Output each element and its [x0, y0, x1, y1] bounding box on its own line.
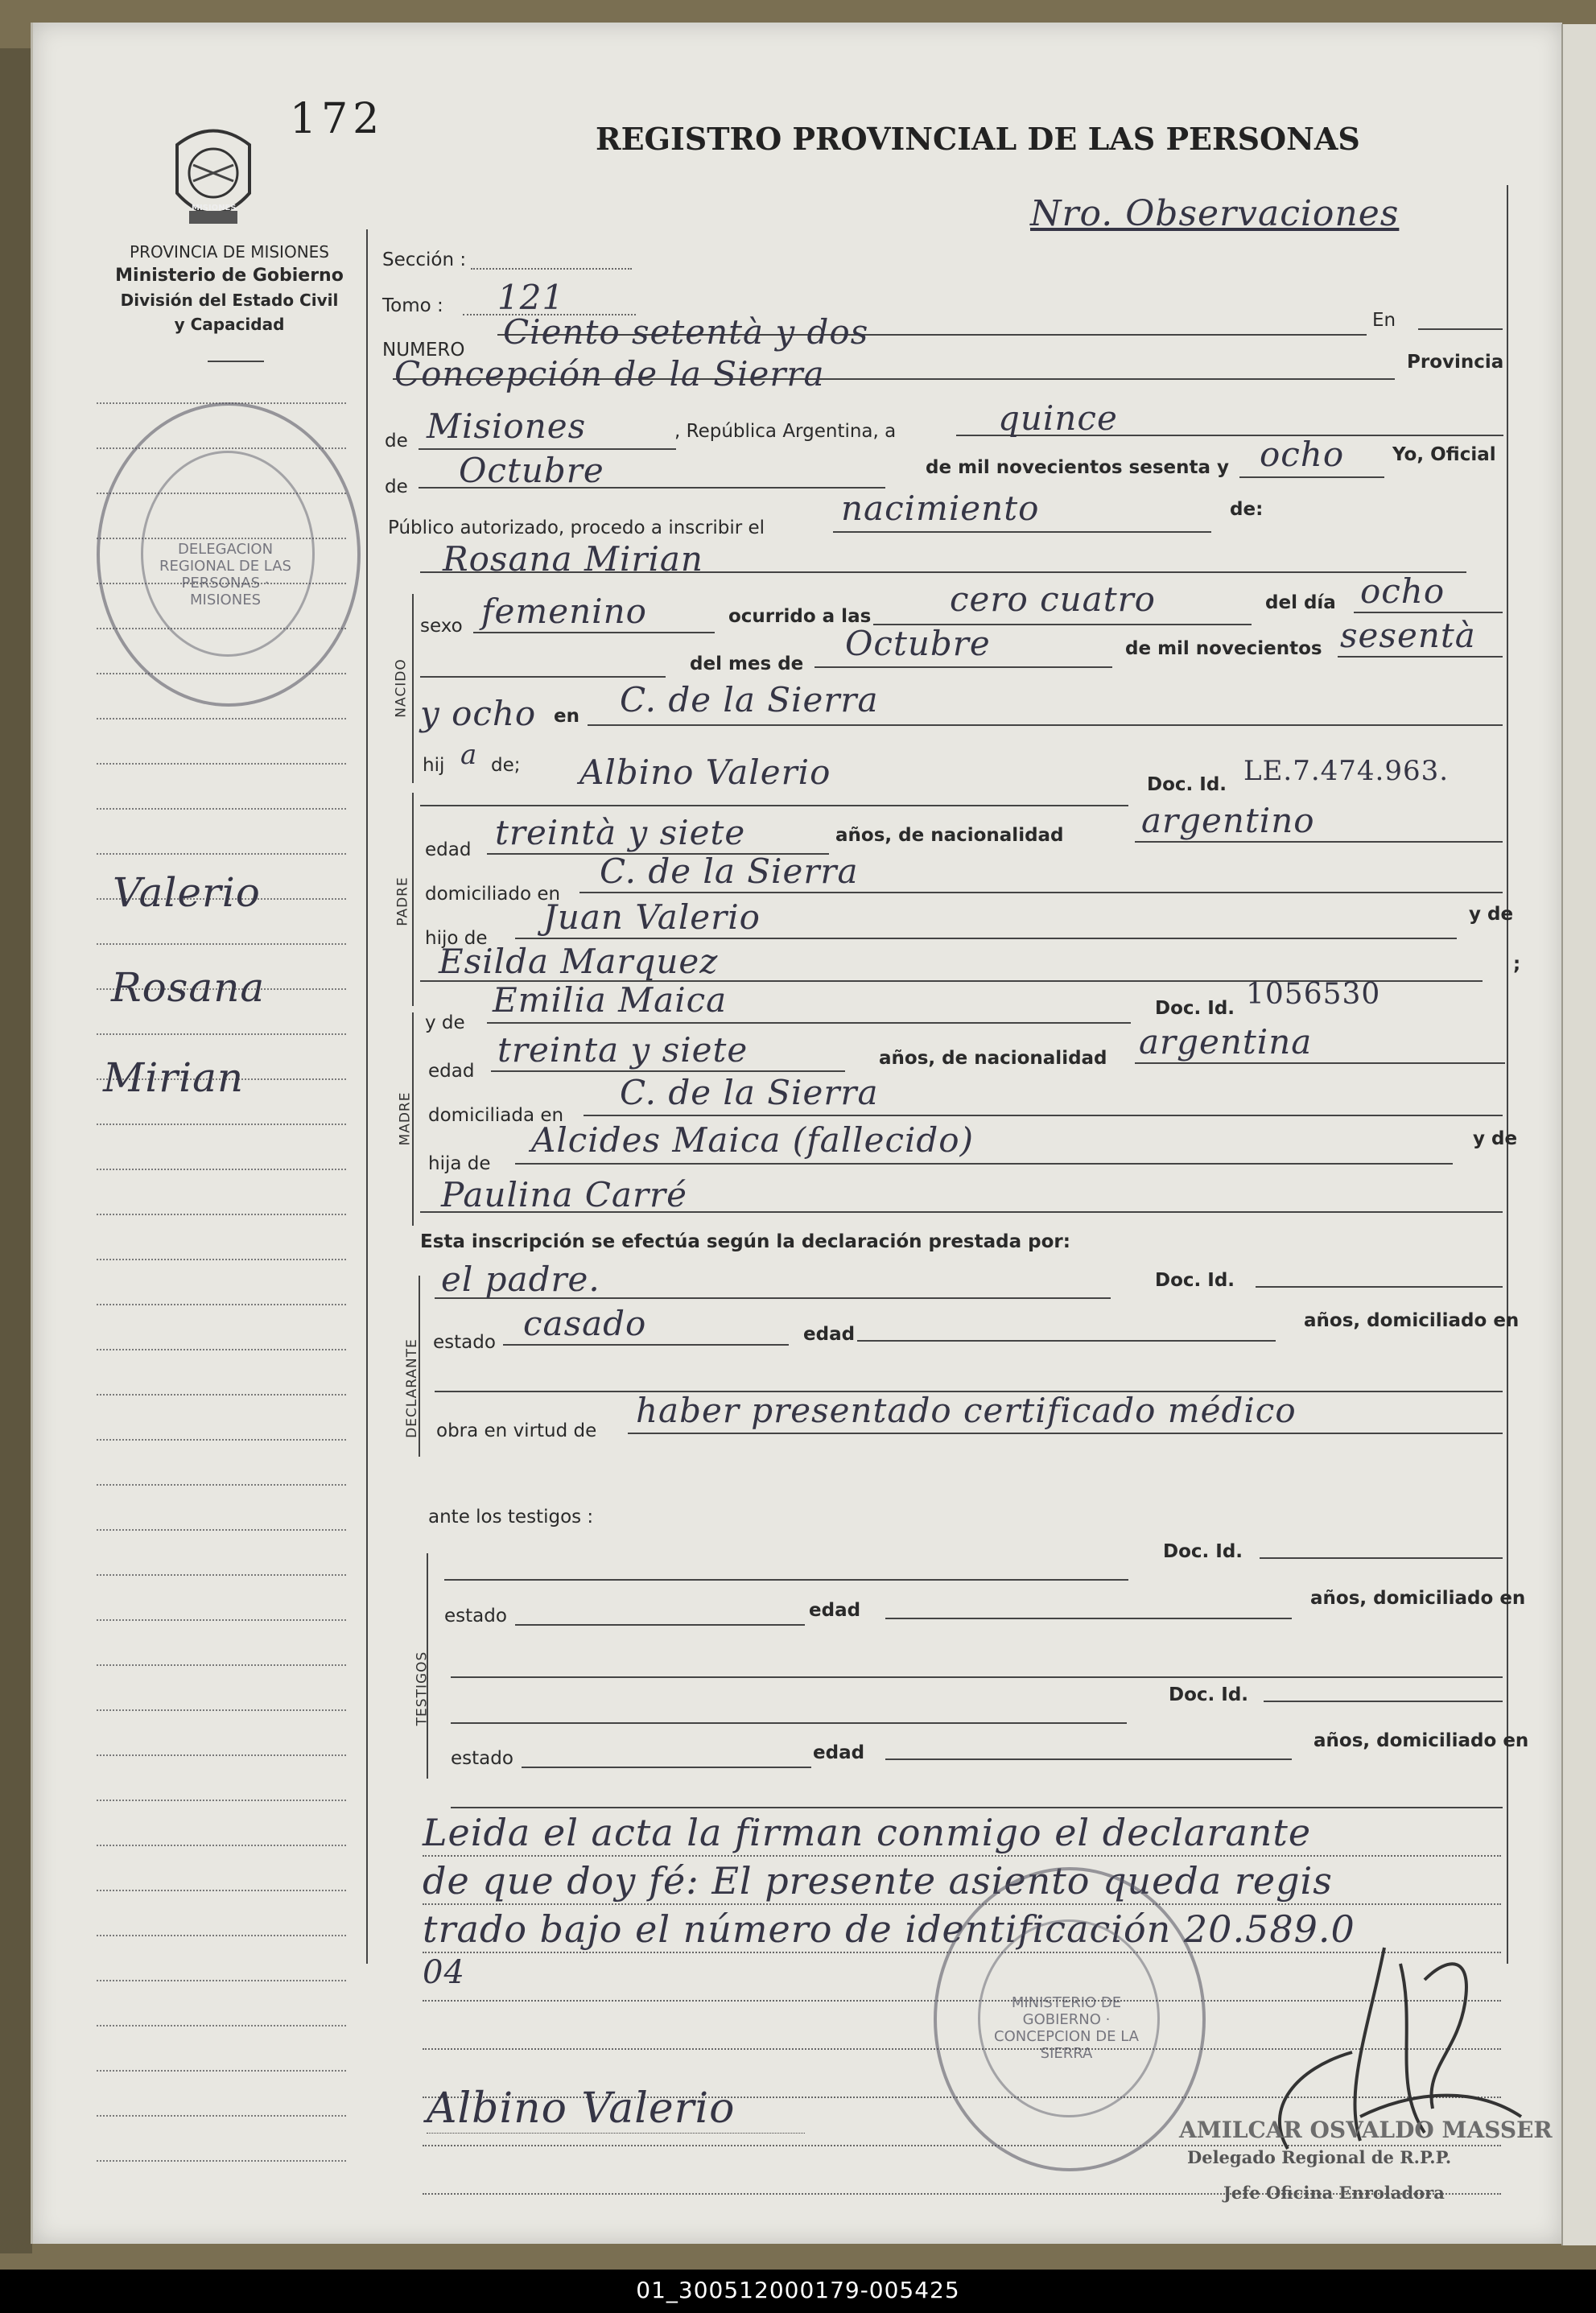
margin-ruled-line [97, 2160, 346, 2162]
next-page-edge [1561, 24, 1596, 2245]
header-rule [208, 361, 264, 362]
province-seal-icon [169, 121, 258, 229]
value-dia-nac: ocho [1360, 571, 1445, 611]
label-decl-doc: Doc. Id. [1155, 1270, 1235, 1291]
left-header-province: PROVINCIA DE MISIONES [130, 242, 329, 262]
margin-name-2: Mirian [103, 1054, 245, 1101]
declarant-signature: Albino Valerio [427, 2084, 736, 2133]
left-field-border [366, 229, 368, 1964]
left-office-stamp-text: DELEGACION REGIONAL DE LAS PERSONAS · MISIONES [159, 541, 291, 608]
value-madre-nombre: Emilia Maica [493, 980, 728, 1020]
margin-ruled-line [97, 1529, 346, 1531]
line-obra [628, 1433, 1503, 1434]
margin-ruled-line [97, 1349, 346, 1350]
label-decl-edad: edad [803, 1324, 856, 1345]
margin-ruled-line [97, 718, 346, 719]
label-padre-edad: edad [425, 839, 472, 860]
line-testigo-2-estado [522, 1767, 811, 1768]
label-testigo-1-estado: estado [444, 1606, 507, 1627]
footer-image-id: 01_300512000179-005425 [636, 2277, 960, 2303]
page-title: REGISTRO PROVINCIAL DE LAS PERSONAS [596, 121, 1360, 157]
value-padre-nombre: Albino Valerio [579, 752, 831, 792]
label-hijo: hij [423, 755, 445, 776]
label-testigo-1-doc: Doc. Id. [1163, 1541, 1243, 1562]
official-role-2: Jefe Oficina Enroladora [1223, 2183, 1445, 2203]
value-padre-dom: C. de la Sierra [600, 851, 859, 891]
margin-ruled-line [97, 1800, 346, 1801]
value-ano-nac-a: sesentà [1340, 616, 1476, 655]
label-de-semi: de; [491, 755, 521, 776]
label-numero: NUMERO [382, 340, 465, 361]
label-decl-estado: estado [433, 1332, 496, 1353]
line-testigo-1-doc [1260, 1557, 1503, 1559]
margin-ruled-line [97, 763, 346, 765]
label-testigo-1-edad: edad [809, 1600, 861, 1621]
margin-ruled-line [97, 1935, 346, 1936]
margin-ruled-line [97, 1890, 346, 1891]
label-madre-dom: domiciliada en [428, 1105, 564, 1126]
label-yo-oficial: Yo, Oficial [1392, 444, 1496, 465]
line-acto [833, 531, 1211, 533]
official-name: AMILCAR OSVALDO MASSER [1179, 2117, 1553, 2143]
margin-name-1: Rosana [111, 964, 266, 1011]
label-y-de-madre: y de [425, 1012, 465, 1033]
line-ano [1239, 476, 1384, 478]
value-mes: Octubre [459, 451, 604, 490]
line-madre-edad [491, 1070, 845, 1072]
line-padre-dom [579, 892, 1503, 893]
margin-ruled-line [97, 1619, 346, 1621]
line-madre-nac [1135, 1062, 1505, 1064]
line-testigo-1 [444, 1579, 1128, 1581]
value-lugar: Concepción de la Sierra [394, 354, 825, 394]
line-madre-nombre [487, 1022, 1131, 1024]
left-header-ministry: Ministerio de Gobierno [115, 266, 344, 286]
label-de-mil: de mil novecientos sesenta y [926, 457, 1230, 478]
line-lugar-nac [588, 724, 1503, 726]
label-provincia: Provincia [1407, 352, 1504, 373]
seal-text: MISIONES [192, 204, 237, 212]
closing-line-2: de que doy fé: El presente asiento queda regis [423, 1859, 1333, 1903]
margin-ruled-line [97, 1439, 346, 1441]
margin-ruled-line [97, 1754, 346, 1756]
value-madre-doc: 1056530 [1246, 978, 1381, 1011]
value-madre-nac: argentina [1139, 1022, 1313, 1062]
line-padre-nac [1135, 841, 1503, 843]
label-republica: , República Argentina, a [674, 421, 897, 442]
margin-ruled-line [97, 1033, 346, 1035]
margin-ruled-line [97, 1980, 346, 1981]
label-testigo-1-anos: años, domiciliado en [1310, 1588, 1526, 1609]
line-sexo [473, 632, 715, 633]
line-provincia [419, 448, 676, 450]
section-nacido: NACIDO [393, 658, 410, 718]
value-abuelo-m: Alcides Maica (fallecido) [531, 1120, 974, 1160]
value-numero: Ciento setentà y dos [503, 312, 869, 352]
line-decl-doc [1256, 1286, 1503, 1288]
value-nombre: Rosana Mirian [443, 539, 703, 579]
label-padre-dom: domiciliado en [425, 884, 561, 905]
bottom-office-stamp-text: MINISTERIO DE GOBIERNO · CONCEPCION DE LA SIERRA [994, 1994, 1139, 2062]
margin-ruled-line [97, 1845, 346, 1846]
top-right-script: Nro. Observaciones [1030, 193, 1400, 234]
section-padre: PADRE [394, 876, 411, 926]
line-decl-edad [857, 1340, 1276, 1342]
margin-ruled-line [97, 1169, 346, 1170]
label-testigo-2-edad: edad [813, 1742, 865, 1763]
value-provincia: Misiones [427, 406, 587, 446]
label-hija-de: hija de [428, 1153, 491, 1174]
label-y-de-2: y de [1473, 1128, 1518, 1149]
label-de-2: de [385, 476, 408, 497]
label-de-colon: de: [1230, 499, 1264, 520]
line-dia-nac [1354, 612, 1503, 613]
margin-ruled-line [97, 2070, 346, 2072]
label-seccion: Sección : [382, 249, 467, 270]
declarant-signature-line [427, 2133, 805, 2134]
value-hora: cero cuatro [950, 579, 1156, 619]
label-testigo-2-anos: años, domiciliado en [1314, 1730, 1529, 1751]
label-del-mes: del mes de [690, 653, 804, 674]
value-tomo: 121 [497, 278, 565, 317]
label-y-de: y de [1469, 904, 1514, 925]
margin-ruled-line [97, 808, 346, 810]
line-padre-nombre [420, 805, 1128, 806]
value-mes-nac: Octubre [845, 624, 991, 663]
margin-ruled-line [97, 853, 346, 855]
closing-line-1: Leida el acta la firman conmigo el declarante [423, 1811, 1312, 1854]
line-decl-estado [503, 1344, 789, 1346]
left-header-capacity: y Capacidad [174, 315, 285, 334]
line-mes-nac-pre [420, 676, 666, 678]
label-de-mil-2: de mil novecientos [1125, 638, 1322, 659]
value-decl-estado: casado [523, 1304, 647, 1343]
label-tomo: Tomo : [382, 295, 443, 316]
label-sexo: sexo [420, 616, 463, 637]
line-testigo-2-doc [1264, 1701, 1503, 1702]
right-field-border [1507, 185, 1508, 1964]
value-acto: nacimiento [841, 489, 1040, 528]
left-header-division: División del Estado Civil [120, 291, 339, 310]
book-spine [0, 48, 32, 2253]
label-padre-anos-nac: años, de nacionalidad [835, 825, 1064, 846]
line-testigo-2-dom [451, 1807, 1503, 1808]
line-testigo-1-edad [885, 1618, 1292, 1619]
closing-ruled-line [423, 1903, 1501, 1905]
value-declarante: el padre. [441, 1260, 600, 1299]
label-madre-anos-nac: años, de nacionalidad [879, 1048, 1107, 1069]
line-ano-nac [1338, 656, 1503, 658]
line-abuelo-m [515, 1163, 1453, 1165]
line-abuelo-p [515, 938, 1457, 939]
label-ocurrido: ocurrido a las [728, 606, 872, 627]
label-publico: Público autorizado, procedo a inscribir el [388, 517, 765, 538]
margin-ruled-line [97, 943, 346, 945]
nacido-bracket [412, 594, 414, 783]
value-padre-edad: treintà y siete [495, 813, 746, 852]
value-abuela-m: Paulina Carré [441, 1175, 687, 1214]
label-decl-anos-dom: años, domiciliado en [1304, 1310, 1520, 1331]
label-padre-doc: Doc. Id. [1147, 774, 1227, 795]
label-en-2: en [554, 706, 579, 727]
label-declaracion: Esta inscripción se efectúa según la declaración prestada por: [420, 1231, 1070, 1252]
label-testigo-2-estado: estado [451, 1748, 513, 1769]
closing-line-3: trado bajo el número de identificación 20.589.0 [423, 1907, 1355, 1951]
margin-ruled-line [97, 1124, 346, 1125]
value-ano: ocho [1260, 435, 1345, 474]
label-madre-edad: edad [428, 1061, 475, 1082]
label-madre-doc: Doc. Id. [1155, 998, 1235, 1019]
left-header [97, 240, 362, 336]
value-hijo-suffix: a [460, 739, 478, 771]
label-de-1: de [385, 431, 408, 451]
section-madre: MADRE [397, 1091, 414, 1146]
page-number: 172 [290, 95, 385, 143]
margin-ruled-line [97, 1664, 346, 1666]
padre-bracket [412, 793, 414, 1006]
line-testigo-1-dom [451, 1676, 1503, 1678]
section-testigos: TESTIGOS [414, 1651, 431, 1726]
official-role-1: Delegado Regional de R.P.P. [1187, 2147, 1452, 2167]
margin-ruled-line [97, 1709, 346, 1711]
line-testigo-2 [451, 1722, 1127, 1724]
section-declarante: DECLARANTE [403, 1338, 420, 1438]
value-abuela-p: Esilda Marquez [439, 942, 719, 981]
line-seccion [471, 268, 632, 270]
value-obra: haber presentado certificado médico [636, 1391, 1297, 1430]
line-testigo-2-edad [885, 1758, 1292, 1760]
value-padre-nac: argentino [1141, 801, 1315, 840]
margin-ruled-line [97, 1259, 346, 1260]
label-testigos: ante los testigos : [428, 1507, 594, 1528]
line-mes-nac [814, 666, 1112, 668]
label-obra: obra en virtud de [436, 1420, 597, 1441]
value-sexo: femenino [481, 592, 647, 631]
margin-ruled-line [97, 2115, 346, 2117]
margin-surname: Valerio [113, 869, 261, 916]
line-testigo-1-estado [515, 1624, 805, 1626]
value-madre-dom: C. de la Sierra [620, 1073, 879, 1112]
margin-ruled-line [97, 1304, 346, 1305]
margin-ruled-line [97, 1394, 346, 1396]
closing-ruled-line [423, 1855, 1501, 1857]
margin-ruled-line [97, 1574, 346, 1576]
label-del-dia: del día [1265, 592, 1336, 613]
closing-line-4: 04 [423, 1954, 465, 1991]
value-lugar-nac: C. de la Sierra [620, 680, 879, 719]
margin-ruled-line [97, 1484, 346, 1486]
label-testigo-2-doc: Doc. Id. [1169, 1684, 1249, 1705]
value-padre-doc: LE.7.474.963. [1243, 755, 1450, 787]
value-abuelo-p: Juan Valerio [543, 897, 761, 937]
line-en [1418, 328, 1503, 330]
label-semicolon: ; [1513, 954, 1521, 975]
margin-ruled-line [97, 2025, 346, 2026]
value-ano-nac-b: y ocho [420, 694, 537, 733]
margin-ruled-line [97, 1214, 346, 1215]
value-dia: quince [998, 398, 1118, 438]
label-hijo-de: hijo de [425, 928, 488, 949]
line-madre-dom [584, 1115, 1503, 1116]
label-en: En [1372, 310, 1396, 331]
value-madre-edad: treinta y siete [497, 1030, 749, 1070]
